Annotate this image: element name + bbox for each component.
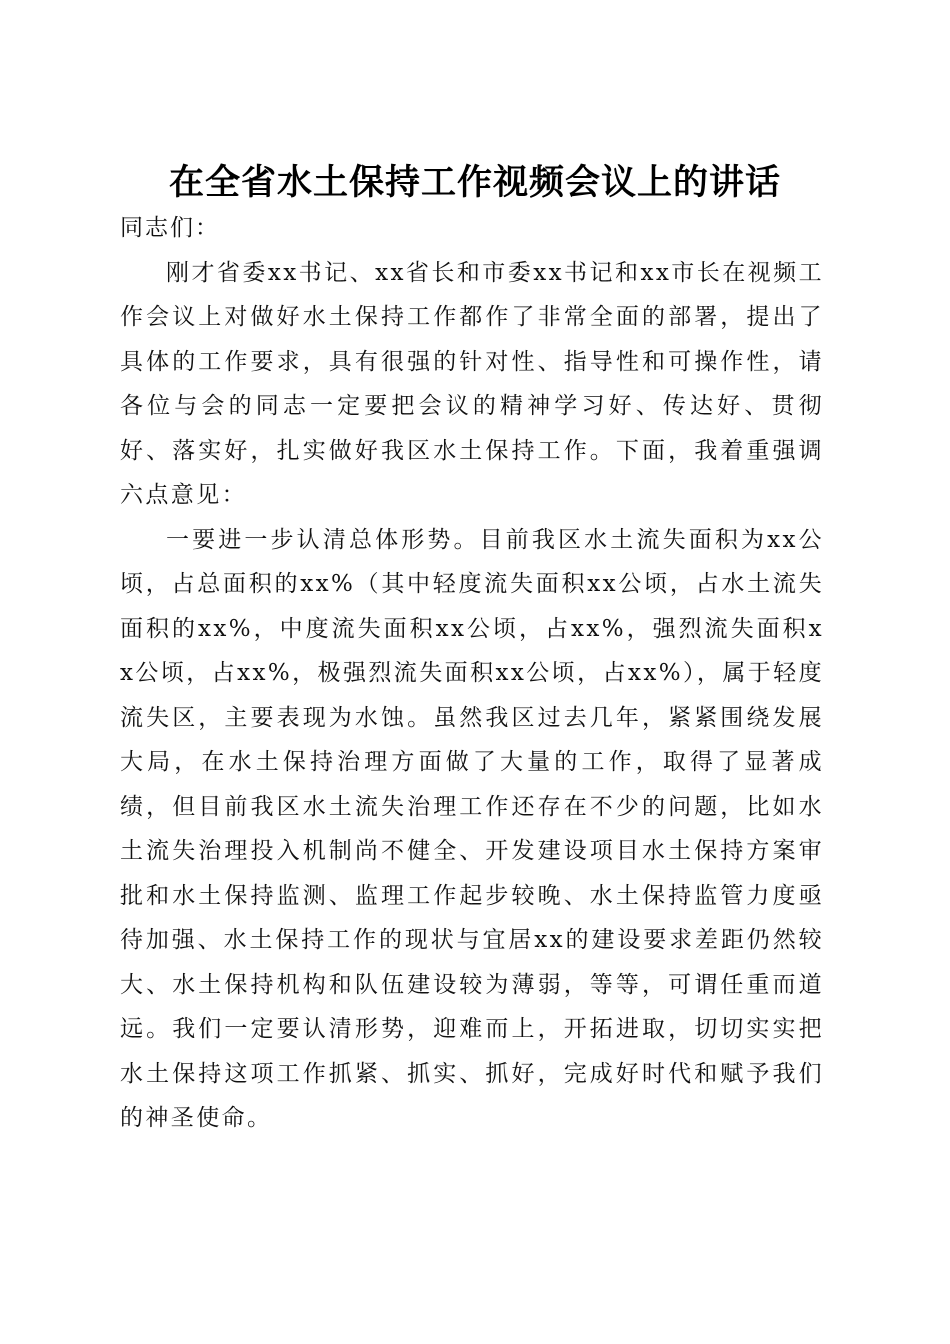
document-title: 在全省水土保持工作视频会议上的讲话 — [168, 162, 781, 204]
paragraph-intro: 刚才省委xx书记、xx省长和市委xx书记和xx市长在视频工作会议上对做好水土保持工作都作了非常全面的部署，提出了具体的工作要求，具有很强的针对性、指导性和可操作性，请各位与会的同志一定要把会议的精神学习好、传达好、贯彻好、落实好，扎实做好我区水土保持工作。下面，我着重强调六点意见： — [120, 259, 824, 508]
greeting: 同志们： — [120, 215, 220, 241]
paragraph-point-one: 一要进一步认清总体形势。目前我区水土流失面积为xx公顷，占总面积的xx%（其中轻度流失面积xx公顷，占水土流失面积的xx%，中度流失面积xx公顷，占xx%，强烈流失面积xx公顷，占xx%，极强烈流失面积xx公顷，占xx%），属于轻度流失区，主要表现为水蚀。虽然我区过去几年，紧紧围绕发展大局，在水土保持治理方面做了大量的工作，取得了显著成绩，但目前我区水土流失治理工作还存在不少的问题，比如水土流失治理投入机制尚不健全、开发建设项目水土保持方案审批和水土保持监测、监理工作起步较晚、水土保持监管力度亟待加强、水土保持工作的现状与宜居xx的建设要求差距仍然较大、水土保持机构和队伍建设较为薄弱，等等，可谓任重而道远。我们一定要认清形势，迎难而上，开拓进取，切切实实把水土保持这项工作抓紧、抓实、抓好，完成好时代和赋予我们的神圣使命。 — [120, 526, 824, 1131]
document-body — [120, 206, 824, 1141]
